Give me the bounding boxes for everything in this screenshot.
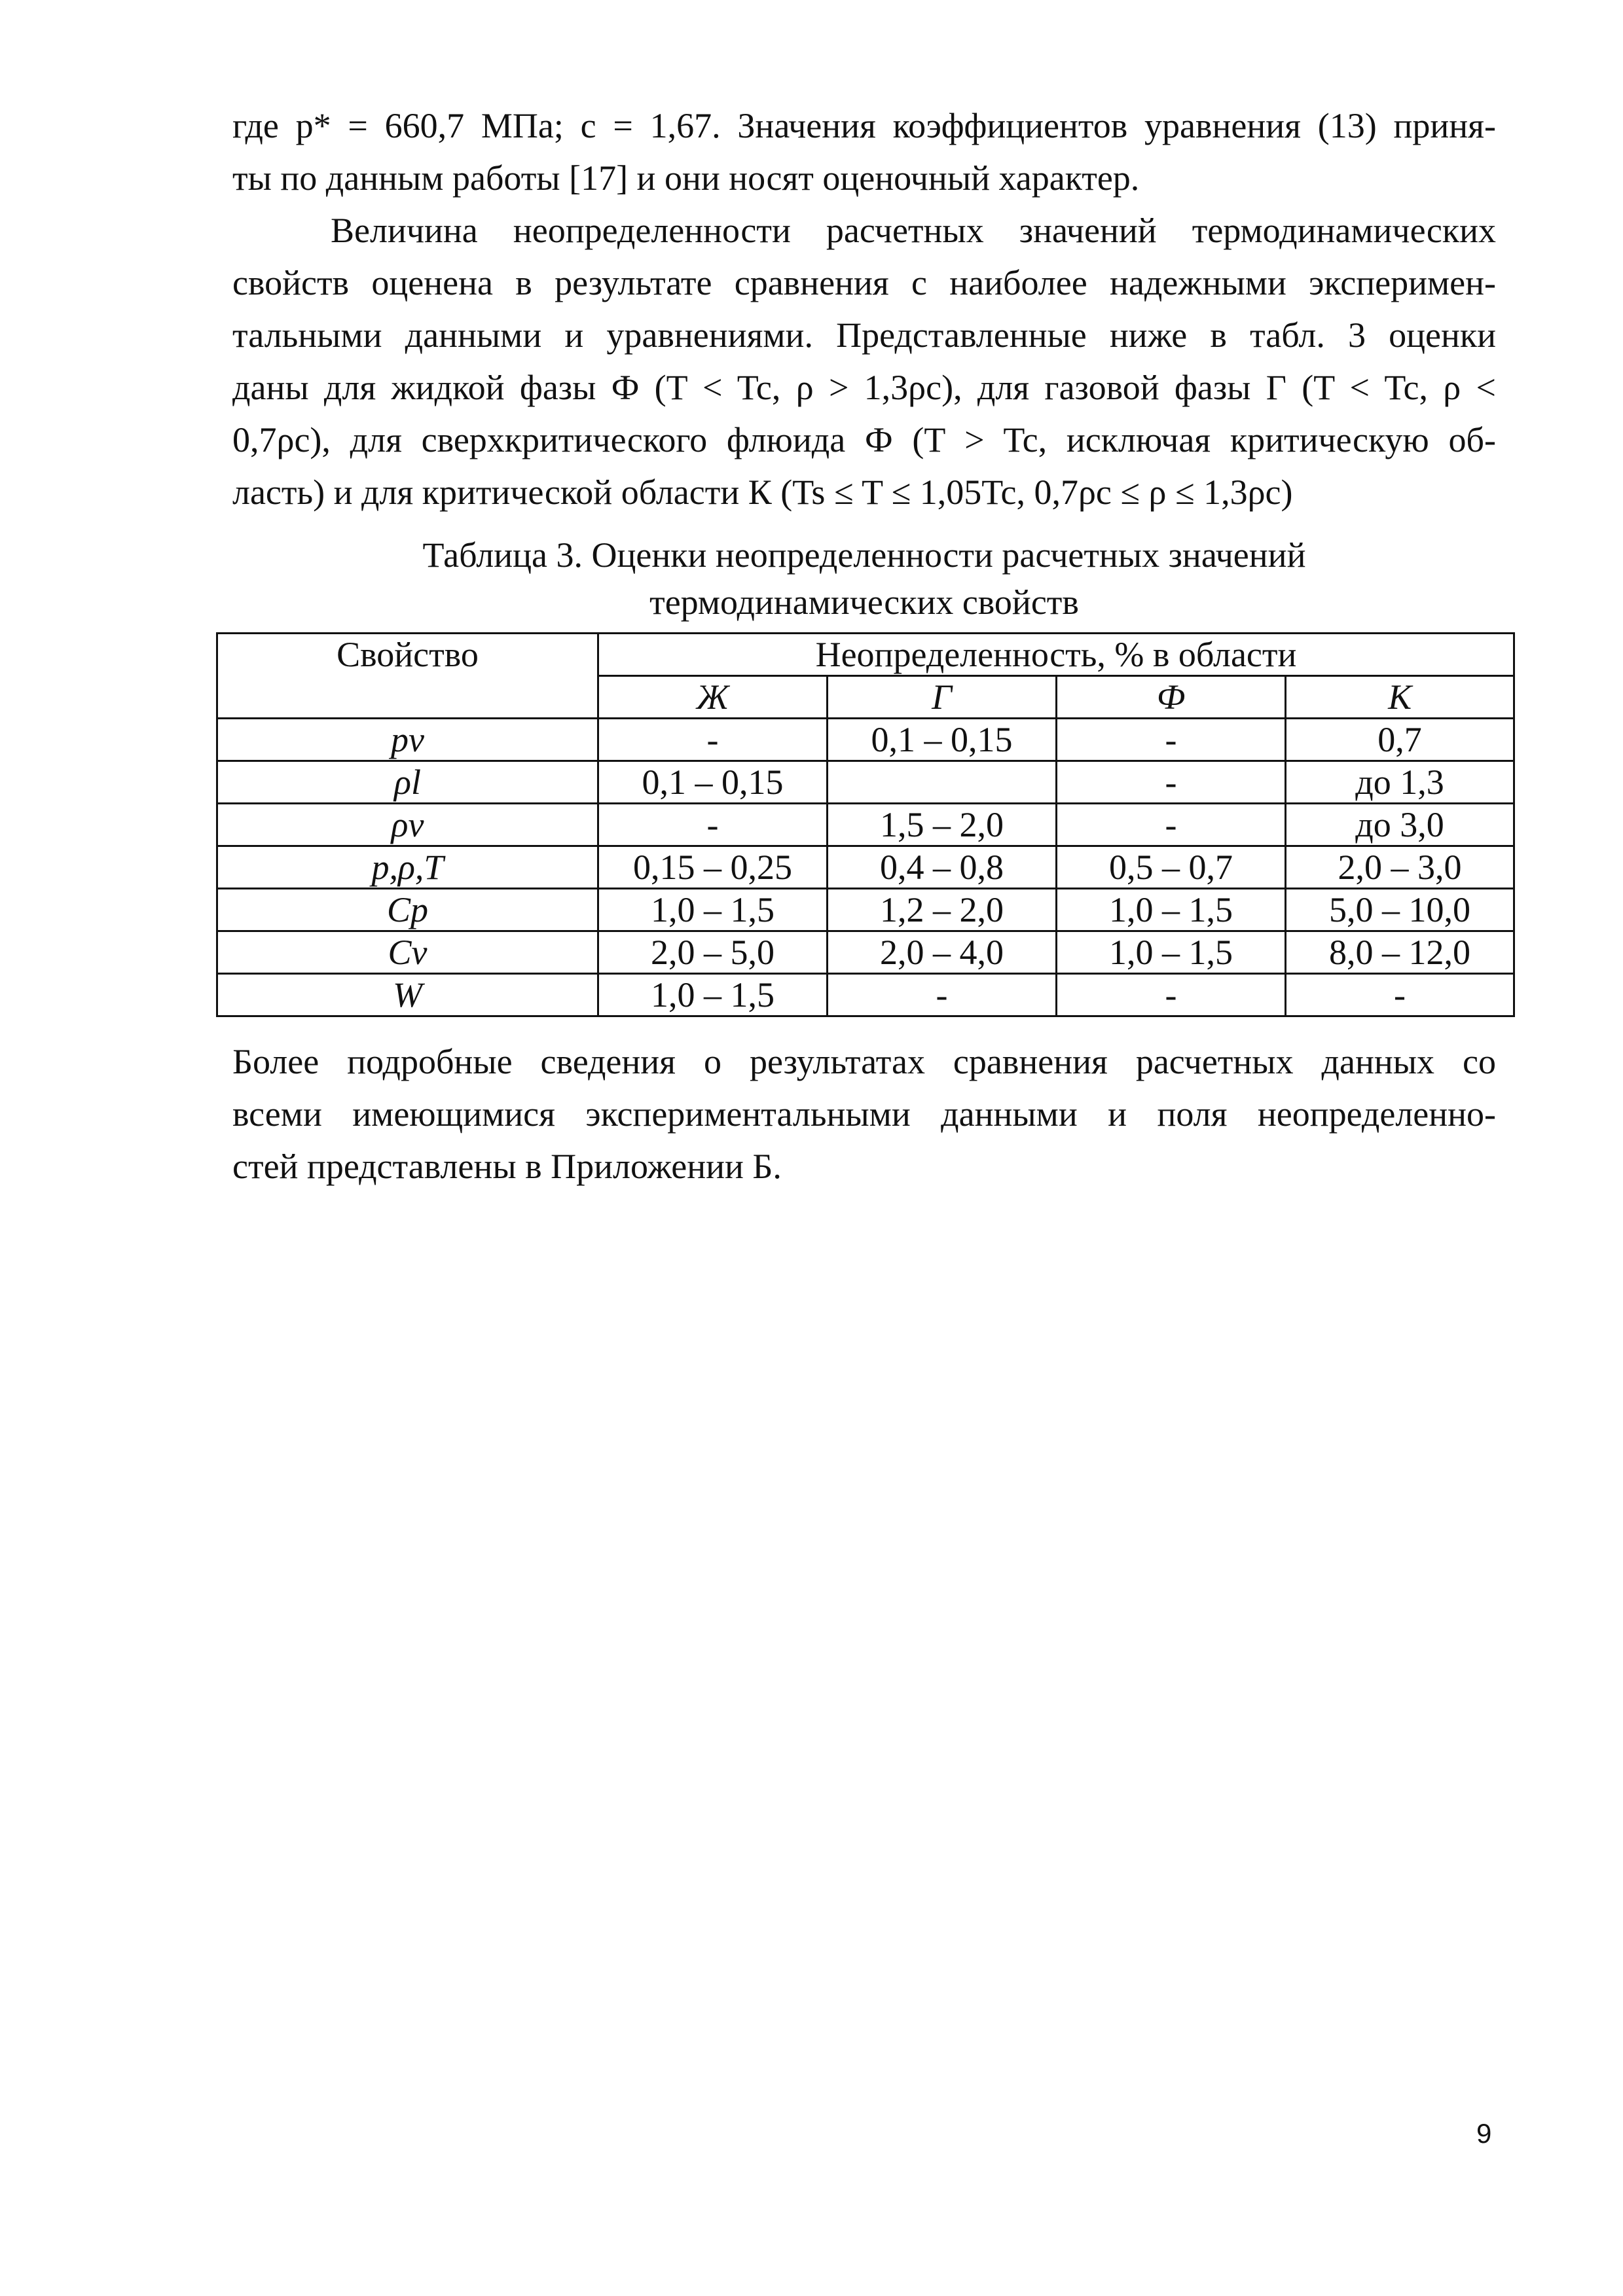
- row-property: p,ρ,T: [217, 846, 598, 889]
- table-cell: 8,0 – 12,0: [1286, 931, 1514, 974]
- closing-paragraph: [232, 1035, 1496, 1193]
- table-cell: -: [1057, 974, 1286, 1016]
- region-fluid: Ф: [1057, 676, 1286, 719]
- table-cell: до 3,0: [1286, 804, 1514, 846]
- header-property: Свойство: [217, 634, 598, 719]
- uncertainty-line-6: ласть) и для критической области К (Ts ≤ T ≤ 1,05Tc, 0,7ρc ≤ ρ ≤ 1,3ρc): [232, 473, 1293, 512]
- row-property: W: [217, 974, 598, 1016]
- table-cell: 1,0 – 1,5: [1057, 889, 1286, 931]
- table-cell: 2,0 – 3,0: [1286, 846, 1514, 889]
- table-cell: -: [1057, 719, 1286, 761]
- table-cell: 1,0 – 1,5: [598, 974, 828, 1016]
- uncertainty-line-4: даны для жидкой фазы Ф (T < Tc, ρ > 1,3ρc), для газовой фазы Г (T < Tc, ρ <: [232, 368, 1496, 407]
- table-cell: -: [1286, 974, 1514, 1016]
- closing-line-3: стей представлены в Приложении Б.: [232, 1147, 782, 1186]
- table-row: [217, 719, 1514, 761]
- region-critical: К: [1286, 676, 1514, 719]
- row-property: ρv: [217, 804, 598, 846]
- table-cell: -: [828, 974, 1057, 1016]
- table-header-row: [217, 634, 1514, 676]
- table-row: [217, 931, 1514, 974]
- region-gas: Г: [828, 676, 1057, 719]
- table-cell: -: [598, 719, 828, 761]
- table-cell: -: [1057, 761, 1286, 804]
- uncertainty-line-5: 0,7ρc), для сверхкритического флюида Ф (T > Tc, исключая критическую об-: [232, 420, 1496, 459]
- table-cell: [828, 761, 1057, 804]
- table-cell: 0,5 – 0,7: [1057, 846, 1286, 889]
- row-property: Cv: [217, 931, 598, 974]
- table-cell: 2,0 – 4,0: [828, 931, 1057, 974]
- header-uncertainty: Неопределенность, % в области: [598, 634, 1514, 676]
- intro-line-2: ты по данным работы [17] и они носят оценочный характер.: [232, 158, 1140, 198]
- table-caption-line-2: термодинамических свойств: [649, 583, 1079, 622]
- table-cell: 2,0 – 5,0: [598, 931, 828, 974]
- uncertainty-paragraph: [232, 204, 1496, 518]
- row-property: ρl: [217, 761, 598, 804]
- table-cell: -: [1057, 804, 1286, 846]
- table-row: [217, 804, 1514, 846]
- table-row: [217, 846, 1514, 889]
- table-cell: 5,0 – 10,0: [1286, 889, 1514, 931]
- table-cell: 0,7: [1286, 719, 1514, 761]
- table-cell: 0,1 – 0,15: [598, 761, 828, 804]
- table-cell: до 1,3: [1286, 761, 1514, 804]
- table-cell: 0,1 – 0,15: [828, 719, 1057, 761]
- table-caption-line-1: Таблица 3. Оценки неопределенности расчетных значений: [422, 535, 1306, 575]
- table-caption: [216, 531, 1512, 626]
- row-property: Cp: [217, 889, 598, 931]
- table-cell: -: [598, 804, 828, 846]
- page-number: 9: [1476, 2118, 1492, 2149]
- table-cell: 1,0 – 1,5: [1057, 931, 1286, 974]
- uncertainty-table: [216, 632, 1515, 1017]
- table-row: [217, 761, 1514, 804]
- closing-line-2: всеми имеющимися экспериментальными данными и поля неопределенно-: [232, 1094, 1496, 1134]
- intro-line-1: где p* = 660,7 МПа; c = 1,67. Значения коэффициентов уравнения (13) приня-: [232, 106, 1496, 145]
- table-cell: 1,5 – 2,0: [828, 804, 1057, 846]
- uncertainty-line-3: тальными данными и уравнениями. Представленные ниже в табл. 3 оценки: [232, 315, 1496, 355]
- table-cell: 1,2 – 2,0: [828, 889, 1057, 931]
- uncertainty-line-2: свойств оценена в результате сравнения с наиболее надежными эксперимен-: [232, 263, 1496, 302]
- table-cell: 1,0 – 1,5: [598, 889, 828, 931]
- table-row: [217, 974, 1514, 1016]
- region-liquid: Ж: [598, 676, 828, 719]
- intro-paragraph: [232, 99, 1496, 204]
- table-cell: 0,15 – 0,25: [598, 846, 828, 889]
- table-row: [217, 889, 1514, 931]
- table-cell: 0,4 – 0,8: [828, 846, 1057, 889]
- row-property: pv: [217, 719, 598, 761]
- uncertainty-line-1: Величина неопределенности расчетных значений термодинамических: [331, 211, 1496, 250]
- closing-line-1: Более подробные сведения о результатах сравнения расчетных данных со: [232, 1042, 1496, 1081]
